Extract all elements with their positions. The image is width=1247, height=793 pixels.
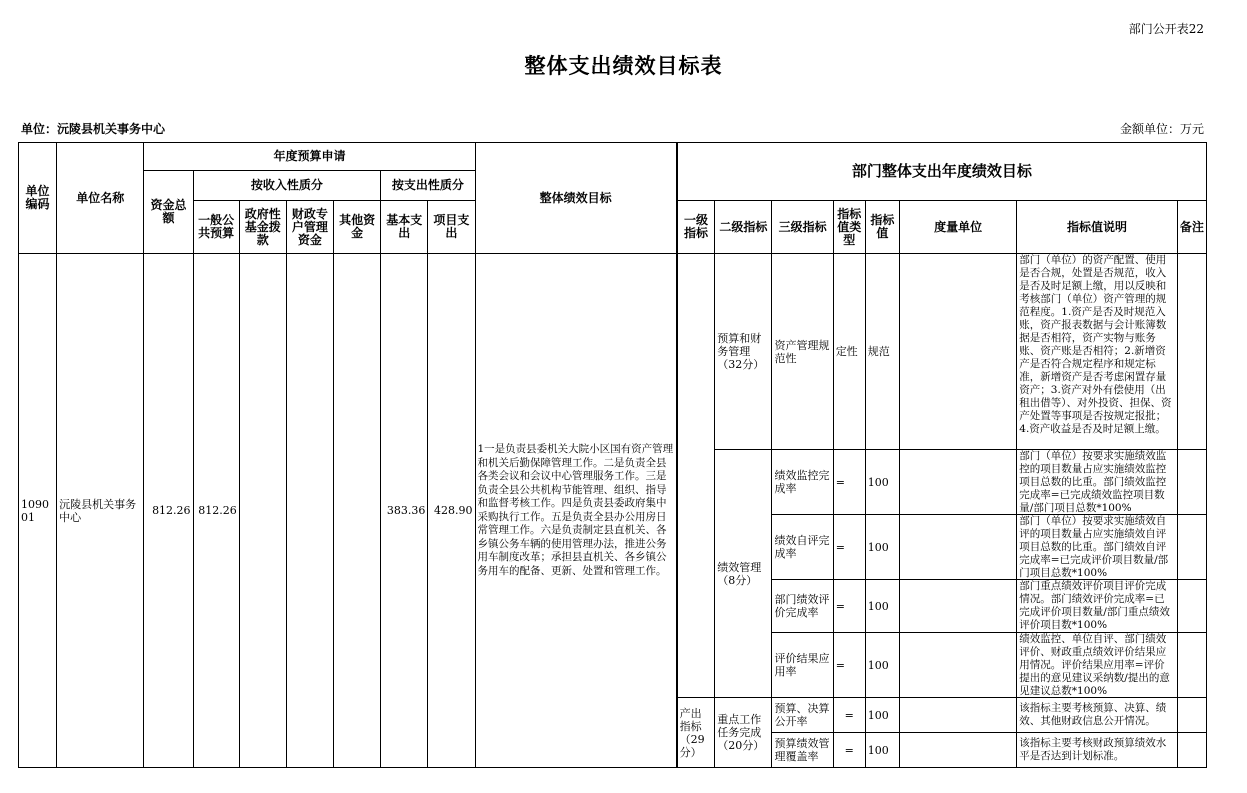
col-level2: 二级指标 [715, 201, 772, 254]
special-fund-cell [286, 254, 333, 768]
col-budget-request: 年度预算申请 [144, 143, 475, 171]
level2-budget-cell: 预算和财务管理（32分） [715, 254, 772, 450]
value-desc-cell [1017, 515, 1178, 580]
col-value-desc: 指标值说明 [1017, 201, 1178, 254]
level3-cell: 评价结果应用率 [772, 633, 833, 698]
value-type-cell: = [833, 580, 865, 633]
col-level1: 一级指标 [677, 201, 715, 254]
value-cell: 100 [865, 733, 899, 768]
col-value-type: 指标值类型 [833, 201, 865, 254]
measure-unit-cell [899, 698, 1016, 733]
col-unit-code: 单位编码 [19, 143, 57, 254]
level2-perf-cell: 绩效管理（8分） [715, 450, 772, 698]
col-general-budget: 一般公共预算 [193, 201, 239, 254]
table-row [19, 254, 1207, 450]
level1-cell-empty [677, 254, 715, 698]
col-unit-name: 单位名称 [57, 143, 144, 254]
col-overall-goal: 整体绩效目标 [475, 143, 677, 254]
value-type-cell: = [833, 633, 865, 698]
measure-unit-cell [899, 450, 1016, 515]
level3-cell: 预算绩效管理覆盖率 [772, 733, 833, 768]
col-other-fund: 其他资金 [334, 201, 381, 254]
col-dept-goal: 部门整体支出年度绩效目标 [677, 143, 1207, 201]
value-desc-cell: 该指标主要考核财政预算绩效水平是否达到计划标准。 [1017, 733, 1178, 768]
value-desc-text: 部门（单位）的资产配置、使用是否合规，处置是否规范，收入是否及时足额上缴，用以反映和考核部门（单位）资产管理的规范程度。1.资产是否及时规范入账，资产报表数据与会计账簿数据是否相符，资产实物与账务账、资产账是否相符；2.新增资产是否符合规定程序和规定标准，新增资产是否考虑闲置存量资产；3.资产对外有偿使用（出租出借等）、对外投资、担保、资产处置等事项是否按规定报批；4.资产收益是否及时足额上缴。 [1019, 254, 1172, 435]
col-by-income: 按收入性质分 [193, 171, 381, 201]
measure-unit-cell [899, 733, 1016, 768]
value-type-cell: 定性 [833, 254, 865, 450]
page-title: 整体支出绩效目标表 [524, 54, 723, 78]
value-desc-text: 部门（单位）按要求实施绩效自评的项目数量占应实施绩效自评项目总数的比重。部门绩效自评完成率=已完成评价项目数量/部门项目总数*100% [1019, 515, 1169, 579]
col-project-exp: 项目支出 [428, 201, 475, 254]
col-value: 指标值 [865, 201, 899, 254]
value-desc-text: 绩效监控、单位自评、部门绩效评价、财政重点绩效评价结果应用情况。评价结果应用率=评价提出的意见建议采纳数/提出的意见建议总数*100% [1019, 633, 1170, 697]
remark-cell [1177, 515, 1206, 580]
value-cell: 100 [865, 698, 899, 733]
level3-cell: 部门绩效评价完成率 [772, 580, 833, 633]
value-desc-cell [1017, 633, 1178, 698]
value-desc-cell [1017, 254, 1178, 450]
col-measure-unit: 度量单位 [899, 201, 1016, 254]
value-cell: 100 [865, 580, 899, 633]
col-remark: 备注 [1177, 201, 1206, 254]
remark-cell [1177, 698, 1206, 733]
project-exp-cell: 428.90 [428, 254, 475, 768]
level3-cell: 绩效监控完成率 [772, 450, 833, 515]
remark-cell [1177, 733, 1206, 768]
unit-name-cell: 沅陵县机关事务中心 [57, 254, 144, 768]
value-cell: 规范 [865, 254, 899, 450]
overall-goal-cell: 1一是负责县委机关大院小区国有资产管理和机关后勤保障管理工作。二是负责全县各类会议和会议中心管理服务工作。三是负责全县公共机构节能管理、组织、指导和监督考核工作。四是负责县委政府集中采购执行工作。五是负责全县办公用房日常管理工作。六是负责制定县直机关、各乡镇公务车辆的使用管理办法，推进公务用车制度改革；承担县直机关、各乡镇公务用车的配备、更新、处置和管理工作。 [475, 254, 677, 768]
remark-cell [1177, 254, 1206, 450]
other-fund-cell [334, 254, 381, 768]
level3-cell: 预算、决算公开率 [772, 698, 833, 733]
level2-key-cell: 重点工作任务完成（20分） [715, 698, 772, 768]
value-type-cell: = [833, 698, 865, 733]
col-by-expense: 按支出性质分 [381, 171, 475, 201]
unit-label: 单位：沅陵县机关事务中心 [21, 122, 166, 136]
col-basic-exp: 基本支出 [381, 201, 428, 254]
col-special-fund: 财政专户管理资金 [286, 201, 333, 254]
remark-cell [1177, 633, 1206, 698]
measure-unit-cell [899, 580, 1016, 633]
value-cell: 100 [865, 633, 899, 698]
amount-unit-label: 金额单位：万元 [1119, 122, 1204, 136]
remark-cell [1177, 580, 1206, 633]
unit-code-cell: 109001 [19, 254, 57, 768]
value-desc-text: 部门重点绩效评价项目评价完成情况。部门绩效评价完成率=已完成评价项目数量/部门重点绩效评价项目数*100% [1019, 580, 1170, 631]
measure-unit-cell [899, 633, 1016, 698]
gov-fund-cell [239, 254, 286, 768]
value-type-cell: = [833, 733, 865, 768]
measure-unit-cell [899, 515, 1016, 580]
value-desc-text: 部门（单位）按要求实施绩效监控的项目数量占应实施绩效监控项目总数的比重。部门绩效监控完成率=已完成绩效监控项目数量/部门项目总数*100% [1019, 450, 1167, 514]
measure-unit-cell [899, 254, 1016, 450]
level3-cell: 绩效自评完成率 [772, 515, 833, 580]
basic-exp-cell: 383.36 [381, 254, 428, 768]
form-number: 部门公开表22 [1128, 22, 1204, 36]
level1-output-cell: 产出指标（29分） [677, 698, 715, 768]
performance-table [18, 142, 1207, 768]
value-desc-cell: 该指标主要考核预算、决算、绩效、其他财政信息公开情况。 [1017, 698, 1178, 733]
value-type-cell: = [833, 450, 865, 515]
col-total-funds: 资金总额 [144, 171, 193, 254]
general-budget-cell: 812.26 [193, 254, 239, 768]
level3-cell: 资产管理规范性 [772, 254, 833, 450]
total-funds-cell: 812.26 [144, 254, 193, 768]
col-level3: 三级指标 [772, 201, 833, 254]
value-cell: 100 [865, 515, 899, 580]
value-cell: 100 [865, 450, 899, 515]
col-gov-fund: 政府性基金拨款 [239, 201, 286, 254]
value-type-cell: = [833, 515, 865, 580]
value-desc-cell [1017, 580, 1178, 633]
remark-cell [1177, 450, 1206, 515]
value-desc-cell [1017, 450, 1178, 515]
